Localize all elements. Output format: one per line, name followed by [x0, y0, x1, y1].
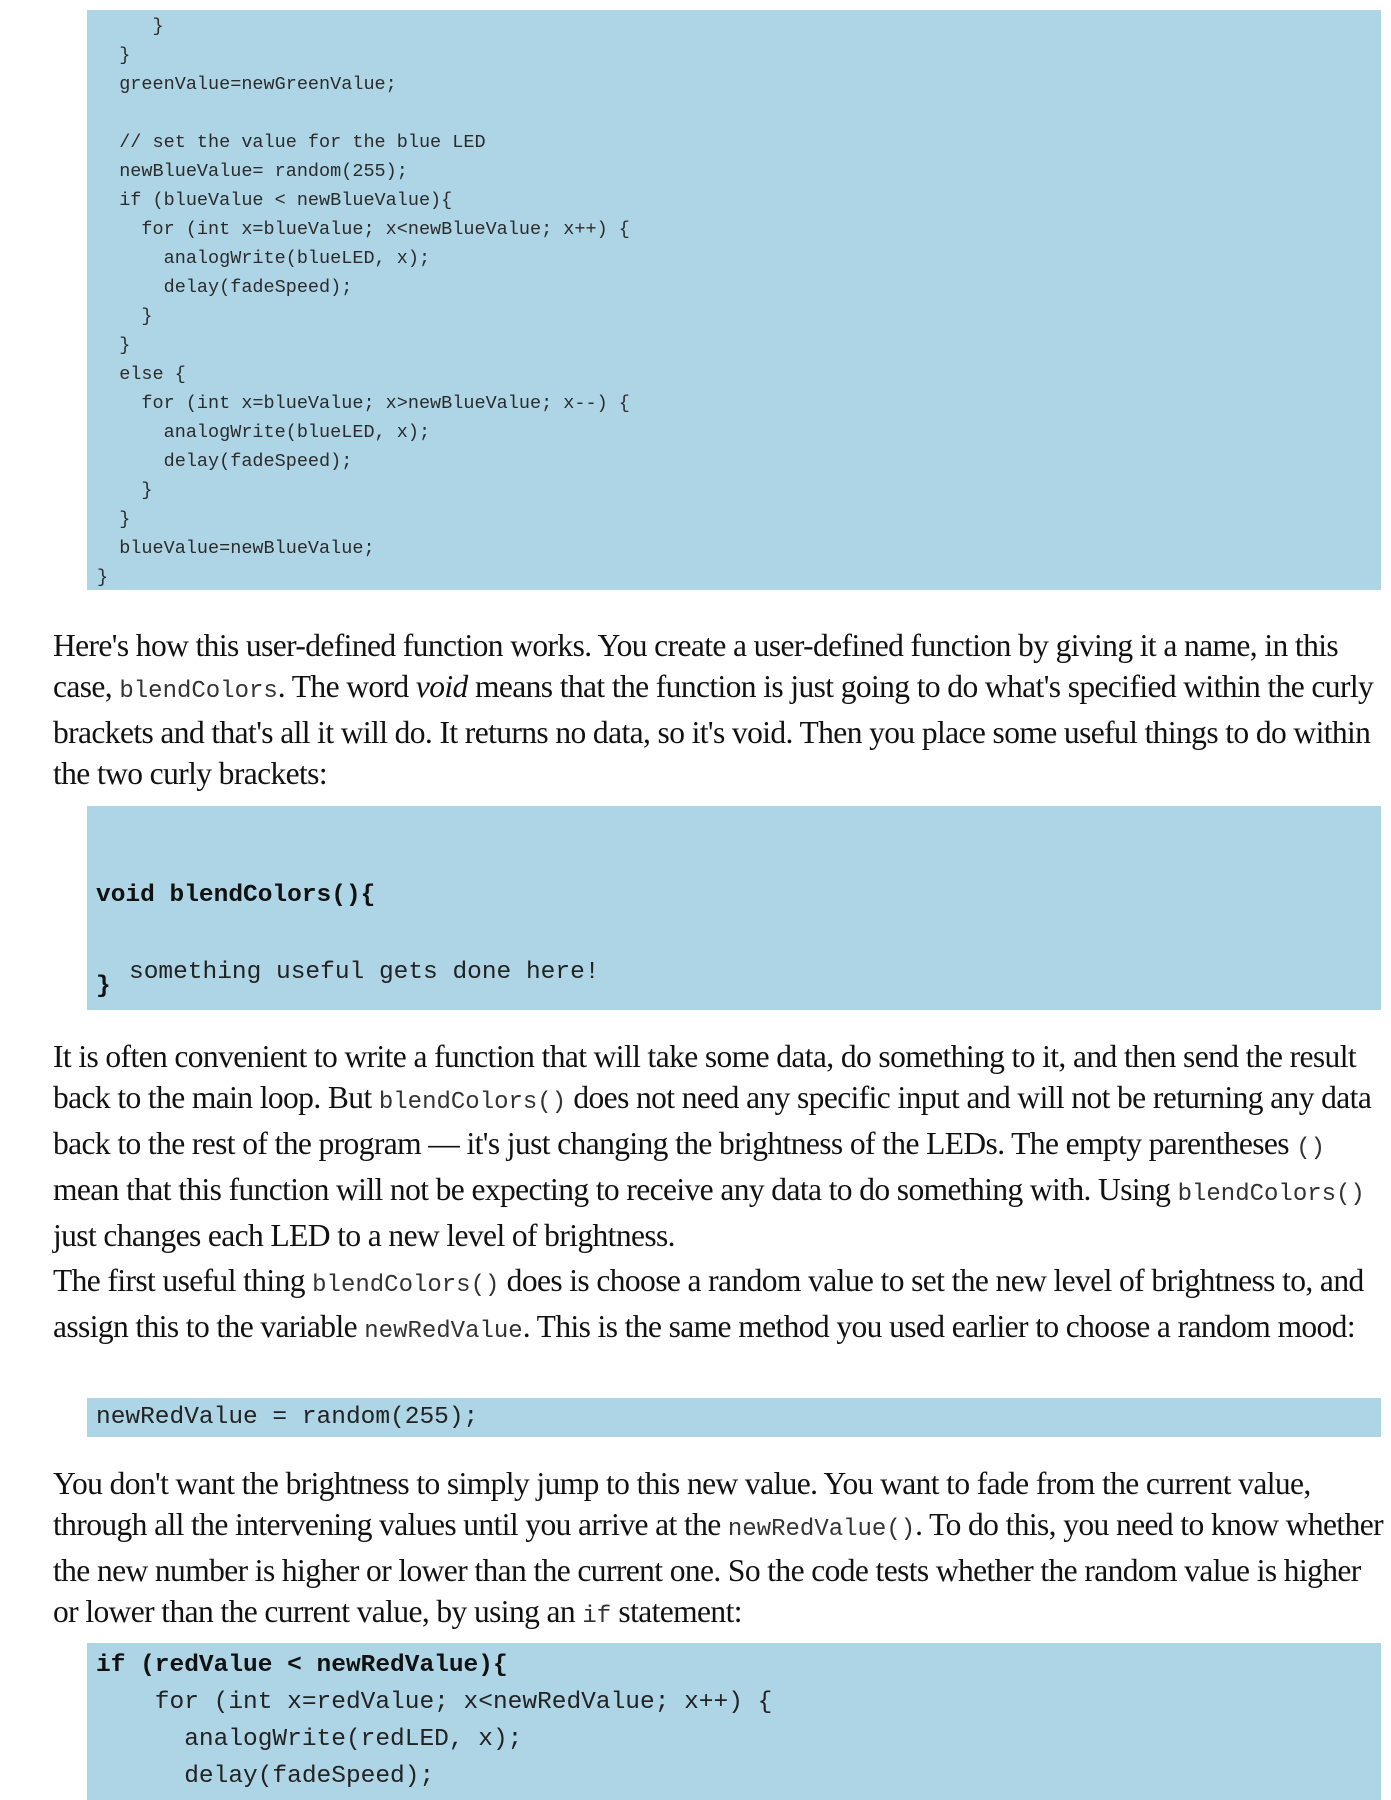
code-line: if (redValue < newRedValue){	[96, 1652, 508, 1679]
inline-code: blendColors()	[312, 1272, 500, 1299]
code-line: analogWrite(redLED, x);	[96, 1726, 523, 1753]
code-line: }	[97, 567, 109, 588]
code-line: }	[97, 335, 131, 356]
code-line: void blendColors(){	[96, 882, 376, 909]
text-run: just changes each LED to a new level of brightness.	[53, 1218, 675, 1253]
code-line: for (int x=blueValue; x<newBlueValue; x++) {	[97, 219, 630, 240]
inline-code: blendColors()	[1177, 1181, 1365, 1208]
code-line: }	[97, 45, 131, 66]
code-line: newBlueValue= random(255);	[97, 161, 408, 182]
text-run: It is often convenient to write a function that will take some data, do something to it, and then send the result back to the main loop. But	[53, 1039, 1357, 1115]
code-line: // set the value for the blue LED	[97, 132, 486, 153]
code-line: }	[97, 509, 131, 530]
code-line: newRedValue = random(255);	[96, 1404, 479, 1431]
code-line: }	[96, 973, 111, 1000]
code-line: for (int x=blueValue; x>newBlueValue; x--) {	[97, 393, 630, 414]
code-line: if (blueValue < newBlueValue){	[97, 190, 453, 211]
paragraph-function-input	[53, 1036, 1383, 1256]
code-line: }	[97, 480, 153, 501]
code-line: analogWrite(blueLED, x);	[97, 422, 431, 443]
emphasis: void	[415, 669, 468, 704]
code-line: delay(fadeSpeed);	[97, 277, 353, 298]
text-run: . To do this, you need to know whether the new number is higher or lower than the current one. So the code tests whether the random value is higher or lower than the current value, by using an	[53, 1507, 1383, 1629]
paragraph-user-defined-function	[53, 625, 1383, 794]
code-block-blend-colors	[87, 806, 1381, 1010]
text-run: The first useful thing	[53, 1263, 313, 1298]
code-line: delay(fadeSpeed);	[96, 1763, 435, 1790]
code-line: analogWrite(blueLED, x);	[97, 248, 431, 269]
inline-code: blendColors()	[378, 1089, 567, 1116]
text-run: does is choose a random value to set the new level of brightness to, and assign this to the variable	[53, 1263, 1364, 1344]
paragraph-random-value	[53, 1260, 1383, 1352]
inline-code: newRedValue()	[727, 1516, 916, 1543]
code-line: for (int x=redValue; x<newRedValue; x++) {	[96, 1689, 773, 1716]
code-line: }	[97, 16, 164, 37]
code-block-if-statement	[87, 1643, 1381, 1800]
text-run: Here's how this user-defined function works. You create a user-defined function by giving it a name, in this case,	[53, 628, 1339, 704]
text-run: mean that this function will not be expecting to receive any data to do something with. Using	[53, 1172, 1178, 1207]
text-run: does not need any specific input and will not be returning any data back to the rest of the program — it's just changing the brightness of the LEDs. The empty parentheses	[53, 1080, 1372, 1161]
code-block-blue-led	[87, 10, 1381, 590]
text-run: statement:	[611, 1594, 742, 1629]
inline-code: if	[582, 1603, 612, 1630]
inline-code: blendColors	[119, 678, 278, 705]
text-run: You don't want the brightness to simply jump to this new value. You want to fade from the current value, through all the intervening values until you arrive at the	[53, 1466, 1311, 1542]
code-line: greenValue=newGreenValue;	[97, 74, 397, 95]
code-line: something useful gets done here!	[129, 959, 600, 986]
text-run: . The word	[277, 669, 416, 704]
paragraph-fade	[53, 1463, 1383, 1637]
inline-code: newRedValue	[364, 1318, 523, 1345]
code-block-random	[87, 1398, 1381, 1437]
code-line: }	[97, 306, 153, 327]
code-line: else {	[97, 364, 186, 385]
text-run: means that the function is just going to do what's specified within the curly brackets and that's all it will do. It returns no data, so it's void. Then you place some useful things to do within the two curly brackets:	[53, 669, 1374, 791]
inline-code: ()	[1296, 1135, 1326, 1162]
text-run: . This is the same method you used earlier to choose a random mood:	[522, 1309, 1355, 1344]
code-line: blueValue=newBlueValue;	[97, 538, 375, 559]
code-line: delay(fadeSpeed);	[97, 451, 353, 472]
